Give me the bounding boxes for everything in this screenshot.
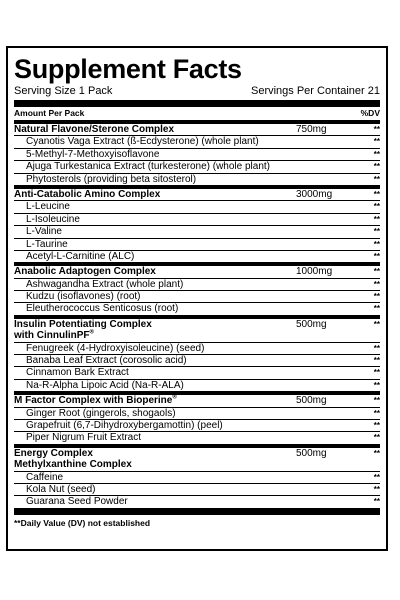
- ingredient-row: [14, 342, 380, 354]
- complex-name: [14, 448, 132, 471]
- ingredient-dv: **: [373, 292, 380, 302]
- ingredient-row: [14, 366, 380, 378]
- ingredient-name: Cyanotis Vaga Extract (ß-Ecdysterone) (whole plant): [26, 136, 259, 148]
- ingredient-dv: **: [373, 162, 380, 172]
- complex-dv: **: [373, 448, 380, 458]
- complex-dv: **: [373, 396, 380, 406]
- ingredient-row: [14, 278, 380, 290]
- ingredient-dv: **: [373, 368, 380, 378]
- complex-name: [14, 319, 152, 342]
- complex-name: Natural Flavone/Sterone Complex: [14, 124, 175, 135]
- complex-row: [14, 124, 380, 135]
- ingredient-name: Ajuga Turkestanica Extract (turkesterone) (whole plant): [26, 161, 270, 173]
- complex-name: Anti-Catabolic Amino Complex: [14, 188, 161, 200]
- ingredient-dv: **: [373, 408, 380, 418]
- ingredient-name: Cinnamon Bark Extract: [26, 367, 129, 379]
- ingredient-row: [14, 407, 380, 419]
- complex-row: [14, 185, 380, 200]
- top-thick-rule: [14, 100, 380, 107]
- ingredient-dv: **: [373, 484, 380, 494]
- complex-row: [14, 391, 380, 406]
- complex-name-line2: with CinnulinPF: [14, 330, 90, 342]
- complex-dv: **: [373, 319, 380, 329]
- ingredient-row: [14, 250, 380, 262]
- ingredients-list: [14, 124, 380, 508]
- ingredient-name: Ginger Root (gingerols, shogaols): [26, 407, 176, 419]
- ingredient-name: Fenugreek (4-Hydroxyisoleucine) (seed): [26, 342, 205, 354]
- complex-dv: **: [373, 189, 380, 199]
- ingredient-dv: **: [373, 497, 380, 507]
- ingredient-dv: **: [373, 251, 380, 261]
- ingredient-name: Eleutherococcus Senticosus (root): [26, 303, 179, 315]
- ingredient-dv: **: [373, 421, 380, 430]
- ingredient-name: L-Isoleucine: [26, 213, 80, 225]
- serving-size: Serving Size 1 Pack: [14, 85, 113, 97]
- complex-amount: 500mg: [296, 395, 327, 407]
- ingredient-row: [14, 148, 380, 160]
- registered-mark: ®: [172, 394, 177, 401]
- complex-dv: **: [373, 125, 380, 134]
- ingredient-row: [14, 431, 380, 443]
- ingredient-row: [14, 173, 380, 185]
- ingredient-dv: **: [373, 137, 380, 147]
- complex-amount: 750mg: [296, 124, 327, 135]
- complex-name: Anabolic Adaptogen Complex: [14, 266, 156, 278]
- ingredient-name: Piper Nigrum Fruit Extract: [26, 432, 142, 444]
- complex-name-line1: Insulin Potentiating Complex: [14, 318, 152, 330]
- ingredient-row: [14, 290, 380, 302]
- ingredient-row: [14, 200, 380, 212]
- ingredient-row: [14, 483, 380, 495]
- ingredient-row: [14, 471, 380, 483]
- amount-per-pack-header: Amount Per Pack: [14, 108, 85, 118]
- ingredient-name: L-Valine: [26, 226, 62, 238]
- ingredient-name: Grapefruit (6,7-Dihydroxybergamottin) (peel): [26, 420, 223, 431]
- ingredient-row: [14, 495, 380, 507]
- registered-mark: ®: [89, 329, 94, 336]
- complex-row: [14, 315, 380, 342]
- ingredient-dv: **: [373, 356, 380, 366]
- complex-name-line1: Energy Complex: [14, 447, 93, 459]
- complex-dv: **: [373, 267, 380, 277]
- ingredient-row: [14, 354, 380, 366]
- complex-amount: 3000mg: [296, 188, 333, 200]
- complex-name: [14, 395, 177, 406]
- ingredient-name: Banaba Leaf Extract (corosolic acid): [26, 355, 187, 367]
- ingredient-name: L-Taurine: [26, 238, 68, 250]
- ingredient-name: Caffeine: [26, 471, 64, 483]
- ingredient-dv: **: [373, 202, 380, 212]
- ingredient-name: Guarana Seed Powder: [26, 496, 128, 508]
- serving-info: [14, 85, 380, 98]
- supplement-facts-panel: [6, 46, 388, 551]
- ingredient-dv: **: [373, 149, 380, 159]
- complex-amount: 500mg: [296, 318, 327, 330]
- ingredient-row: [14, 135, 380, 147]
- ingredient-dv: **: [373, 239, 380, 249]
- ingredient-name: Phytosterols (providing beta sitosterol): [26, 173, 197, 185]
- complex-name-line2: Methylxanthine Complex: [14, 459, 132, 471]
- ingredient-dv: **: [373, 380, 380, 390]
- complex-row: [14, 444, 380, 471]
- ingredient-dv: **: [373, 214, 380, 224]
- ingredient-name: 5-Methyl-7-Methoxyisoflavone: [26, 148, 160, 160]
- ingredient-dv: **: [373, 227, 380, 237]
- complex-amount: 1000mg: [296, 266, 333, 278]
- ingredient-dv: **: [373, 279, 380, 289]
- column-header: [14, 107, 380, 120]
- ingredient-dv: **: [373, 343, 380, 353]
- bottom-thick-rule: [14, 508, 380, 515]
- ingredient-name: L-Leucine: [26, 201, 70, 213]
- ingredient-dv: **: [373, 174, 380, 184]
- footnote: **Daily Value (DV) not established: [14, 517, 151, 528]
- complex-name-text: M Factor Complex with Bioperine: [14, 395, 173, 407]
- ingredient-row: [14, 213, 380, 225]
- ingredient-row: [14, 419, 380, 431]
- ingredient-dv: **: [373, 472, 380, 482]
- ingredient-row: [14, 302, 380, 314]
- servings-per-container: Servings Per Container 21: [250, 85, 380, 97]
- dv-header: %DV: [360, 108, 380, 118]
- ingredient-row: [14, 225, 380, 237]
- ingredient-row: [14, 160, 380, 172]
- ingredient-name: Acetyl-L-Carnitine (ALC): [26, 250, 135, 262]
- complex-amount: 500mg: [296, 447, 327, 459]
- ingredient-row: [14, 238, 380, 250]
- complex-row: [14, 262, 380, 277]
- panel-title: Supplement Facts: [14, 54, 242, 84]
- ingredient-row: [14, 379, 380, 391]
- ingredient-name: Ashwagandha Extract (whole plant): [26, 278, 184, 290]
- ingredient-dv: **: [373, 433, 380, 443]
- ingredient-name: Kudzu (isoflavones) (root): [26, 291, 141, 303]
- ingredient-name: Na-R-Alpha Lipoic Acid (Na-R-ALA): [26, 379, 184, 391]
- ingredient-dv: **: [373, 304, 380, 314]
- ingredient-name: Kola Nut (seed): [26, 483, 96, 495]
